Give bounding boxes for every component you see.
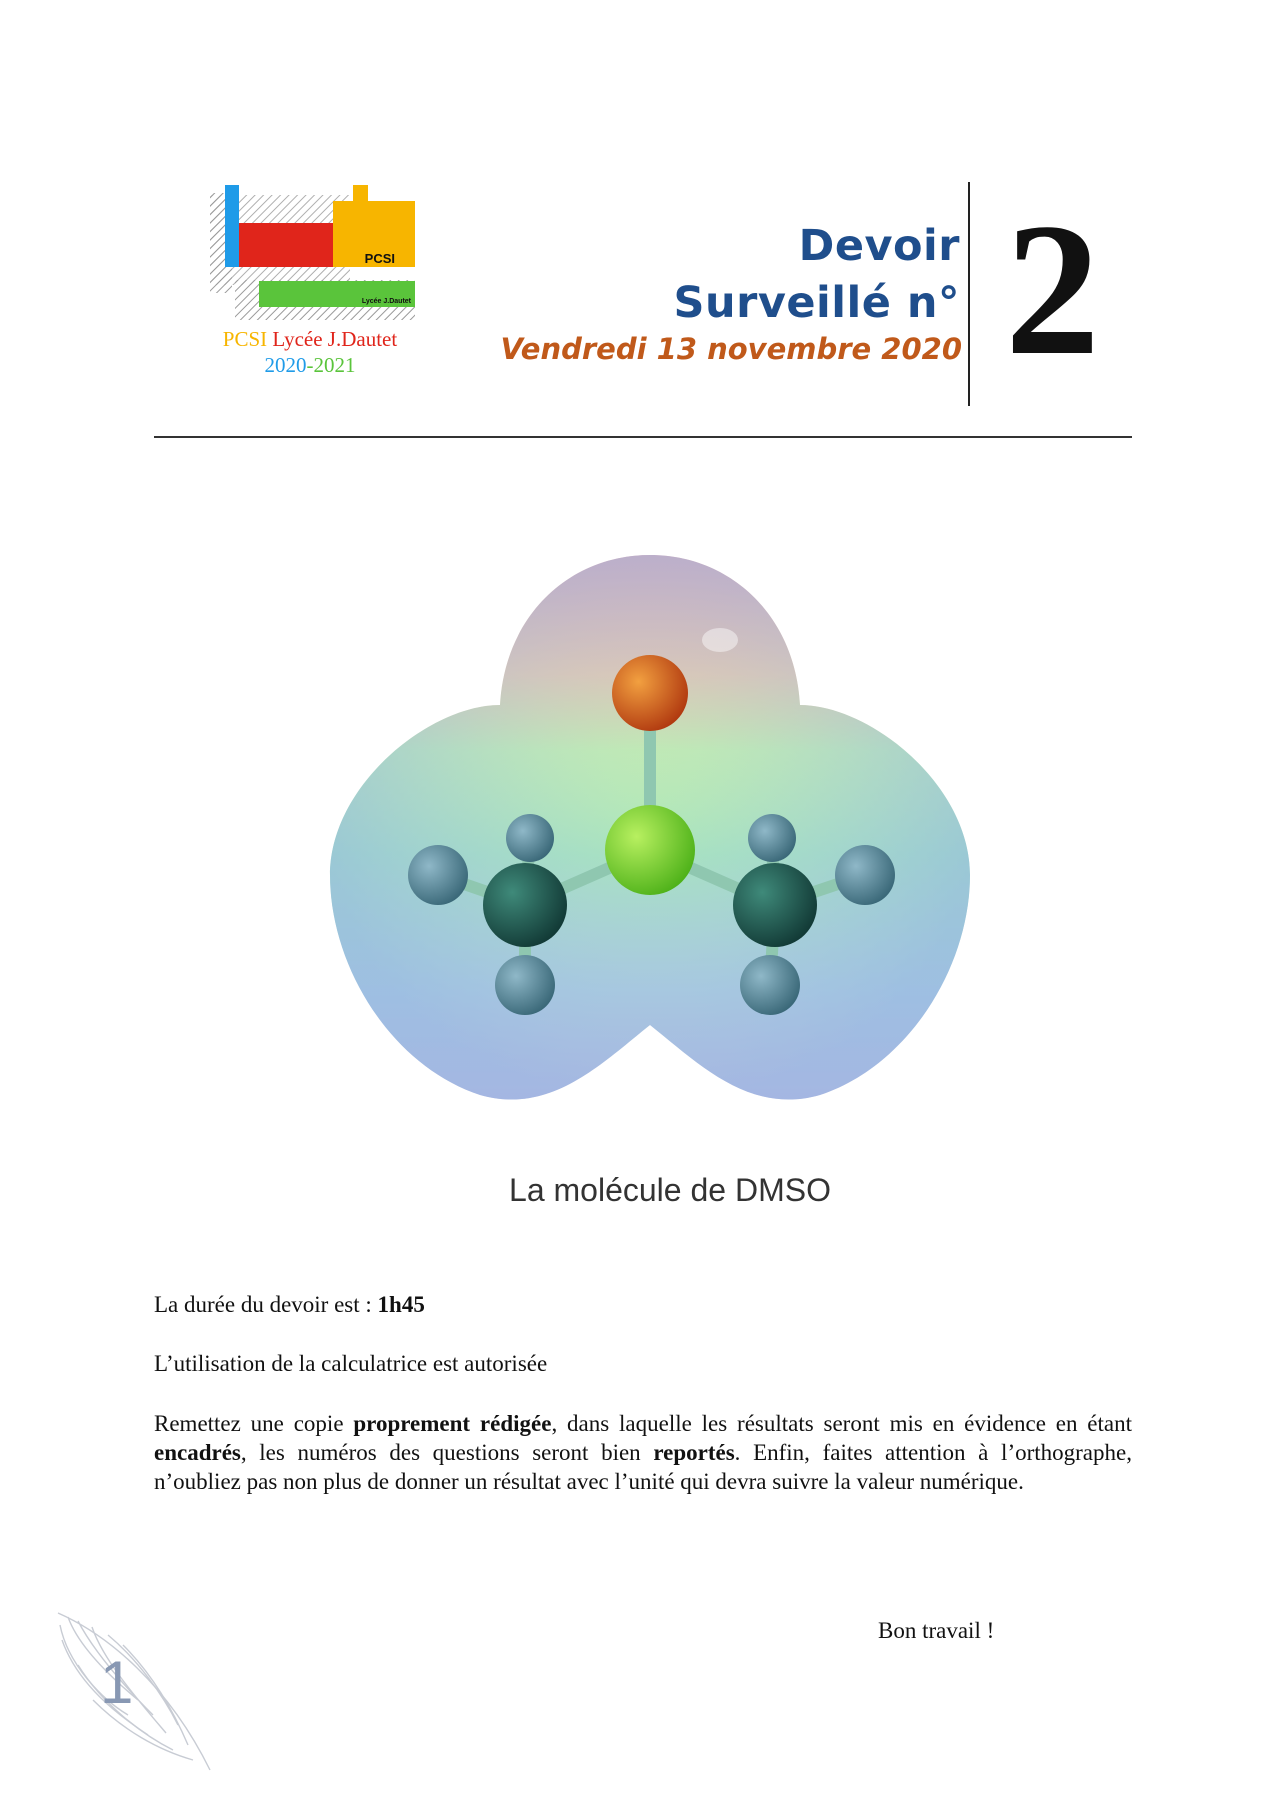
exam-duration bbox=[154, 1290, 1132, 1319]
logo-year-start: 2020 bbox=[264, 353, 307, 377]
instr-text-2: , dans laquelle les résultats seront mis en évidence en étant bbox=[551, 1411, 1132, 1436]
title-devoir: Devoir bbox=[798, 221, 960, 271]
school-logo bbox=[205, 185, 415, 335]
title-surveille: Surveillé n° bbox=[673, 278, 960, 328]
exam-date: Vendredi 13 novembre 2020 bbox=[500, 332, 962, 366]
figure-caption: La molécule de DMSO bbox=[509, 1172, 831, 1208]
logo-lycee: Lycée J.Dautet bbox=[272, 327, 398, 351]
instr-bold-2: encadrés bbox=[154, 1440, 241, 1465]
logo-pcsi: PCSI bbox=[222, 327, 268, 351]
calculator-note: L’utilisation de la calculatrice est autorisée bbox=[154, 1351, 548, 1376]
duration-value: 1h45 bbox=[377, 1292, 425, 1317]
logo-school-name bbox=[190, 327, 430, 352]
header-rule bbox=[154, 436, 1132, 438]
logo-subtag: Lycée J.Dautet bbox=[361, 298, 411, 305]
dmso-molecule-illustration bbox=[320, 545, 980, 1120]
closing-wish: Bon travail ! bbox=[878, 1618, 995, 1643]
header-divider bbox=[968, 182, 970, 406]
logo-year-sep: - bbox=[306, 353, 314, 377]
instr-text-1: Remettez une copie bbox=[154, 1411, 354, 1436]
instr-bold-3: reportés bbox=[653, 1440, 735, 1465]
logo-tag: PCSI bbox=[364, 251, 395, 266]
duration-label: La durée du devoir est : bbox=[154, 1292, 378, 1317]
instr-text-3: , les numéros des questions seront bien bbox=[240, 1440, 654, 1465]
instr-text-4: . Enfin, faites attention à l’orthographe, n’oubliez pas non plus de donner un résultat avec l’unité qui devra suivre la valeur numérique. bbox=[154, 1440, 1132, 1494]
instr-bold-1: proprement rédigée bbox=[353, 1411, 552, 1436]
exam-number: 2 bbox=[1005, 185, 1100, 395]
instructions-paragraph bbox=[154, 1409, 1132, 1496]
logo-year-end: 2021 bbox=[313, 353, 356, 377]
page-number: 1 bbox=[100, 1649, 134, 1716]
logo-school-year bbox=[190, 353, 430, 378]
